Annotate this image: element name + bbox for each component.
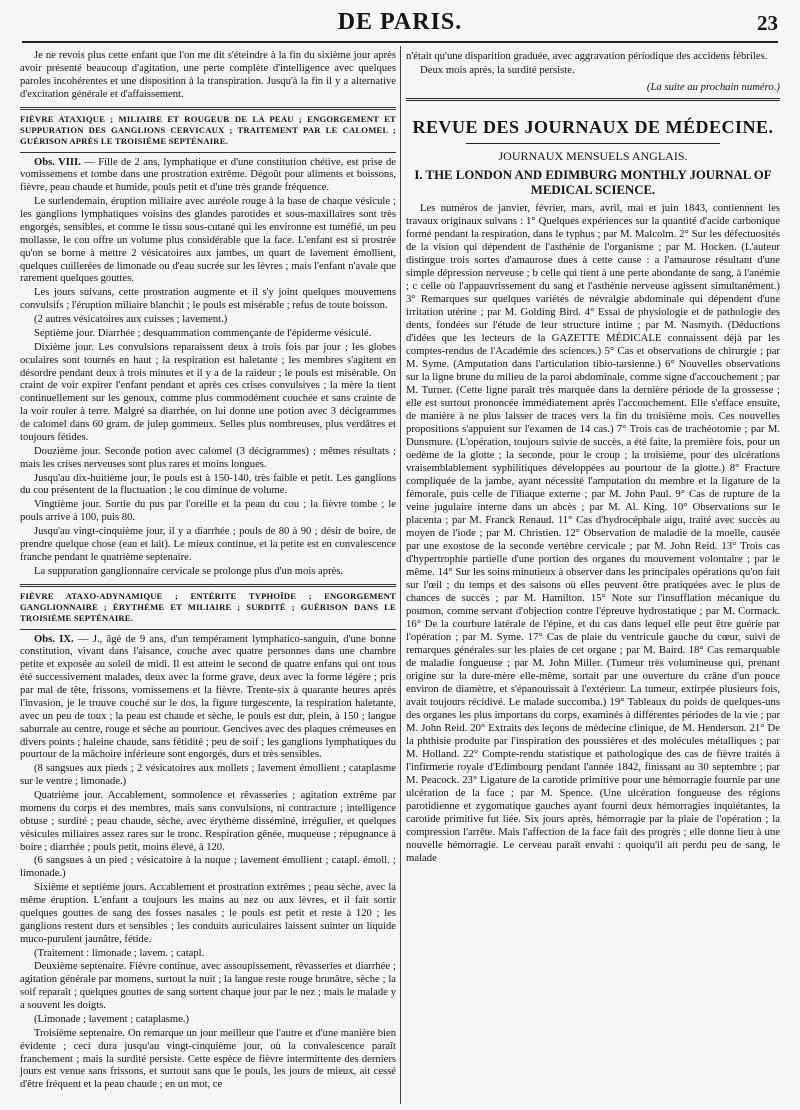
review-title: REVUE DES JOURNAUX DE MÉDECINE. bbox=[412, 117, 774, 137]
paragraph: Les jours suivans, cette prostration augmente et il s'y joint quelques mouvemens convulsifs ; l'éruption miliaire blanchit ; le pouls est misérable ; refus de toute boisson. bbox=[20, 287, 396, 312]
observation-9 bbox=[20, 634, 396, 763]
paragraph: Jusqu'au dix-huitième jour, le pouls est à 150-140, très faible et petit. Les ganglions du cou présentent de la fluctuation ; le cou diminue de volume. bbox=[20, 472, 396, 497]
paragraph: Vingtième jour. Sortie du pus par l'oreille et la peau du cou ; la fièvre tombe ; le pouls arrive à 100, puis 80. bbox=[20, 499, 396, 524]
paragraph: Sixième et septième jours. Accablement et prostration extrêmes ; peau sèche, avec la même éruption. L'enfant a toujours les mains au nez ou aux lèvres, et il fait sortir quelques gouttes de sang des fosses nasales ; le pouls est petit et reste à 120 ; les ganglions restent durs et sensibles ; les conduits auriculaires laissent suinter un liquide muco-purulent jaunâtre, fétide. bbox=[20, 882, 396, 945]
journal-title: I. THE LONDON AND EDIMBURG MONTHLY JOURNAL OF MEDICAL SCIENCE. bbox=[414, 168, 772, 197]
paragraph: Jusqu'au vingt-cinquième jour, il y a diarrhée ; pouls de 80 à 90 ; désir de boire, de prendre quelque chose (eau et lait). Le mieux continue, et la petite est en convalescence franche pendant le quatrième septenaire. bbox=[20, 526, 396, 563]
paragraph: Troisième septenaire. On remarque un jour meilleur que l'autre et d'une manière bien évidente ; ceci dura jusqu'au vingt-cinquième jour, où la convalescence paraît franchement ; mais la surdité persiste. Cette espèce de fièvre intermittente des derniers jours est venue sans frissons, et surtout sans que le pouls, les jours de mieux, ait cessé d'être fréquent et la peau chaude ; en un mot, ce bbox=[20, 1027, 396, 1091]
journals-subtitle: JOURNAUX MENSUELS ANGLAIS. bbox=[498, 149, 688, 163]
paragraph: Dixième jour. Les convulsions reparaissent deux à trois fois par jour ; les globes oculaires sont tournés en haut ; la respiration est haletante ; les membres s'agitent en désordre pendant deux à trois minutes et il y a de la raideur ; le pouls est misérable. On craint de voir expirer l'enfant pendant et après ces crises convulsives ; la mère la tient continuellement sur les genoux, comme plus commodément couchée et sans crainte de la voir rouler à terre. Malgré sa diarrhée, on lui donne une potion avec 3 décigrammes de calomel dans 60 gram. de julep gommeux. Selles plus nombreuses, plus verdâtres et toujours fétides. bbox=[20, 341, 396, 443]
paragraph: Deux mois après, la surdité persiste. bbox=[420, 64, 575, 76]
header-rule bbox=[22, 41, 778, 43]
running-title: DE PARIS. bbox=[337, 9, 463, 35]
review-section bbox=[406, 98, 780, 865]
observation-text: — J., âgé de 9 ans, d'un tempérament lymphatico-sanguin, d'une bonne constitution, vivant dans l'aisance, couche avec quatre personnes dans une chambre petite et exposée au soleil de midi. Il est atteint le second de quatre enfans qui ont tous été successivement malades, deux avec la forme grave, deux avec la forme légère ; pris par mal de tête, frissons, vomissemens et la fièvre. Trente-six à quarante heures après l'invasion, je le trouve couché sur le dos, la figure turgescente, la respiration haletante, avec un peu de toux ; la peau est chaude et sèche, le pouls est dur, plein, à 150 ; langue saburrale au centre, rouge et sèche au pourtour. Gencives avec des plaques crémeuses en divers points ; haleine chaude, sans fétidité ; peu de soif ; les ganglions lymphatiques du pourtour de la mâchoire inférieure sont engorgés, durs et très sensibles. bbox=[20, 633, 396, 761]
observation-8 bbox=[20, 157, 396, 196]
column-divider bbox=[400, 46, 401, 1104]
continued-note bbox=[406, 81, 780, 94]
continued-note-text: (La suite au prochain numéro.) bbox=[646, 81, 780, 93]
paragraph: (2 autres vésicatoires aux cuisses ; lavement.) bbox=[34, 314, 228, 325]
left-column bbox=[20, 50, 396, 1093]
observation-label: Obs. VIII. bbox=[34, 156, 81, 168]
section-rule bbox=[20, 152, 396, 153]
observation-label: Obs. IX. bbox=[34, 633, 74, 645]
intro-paragraph: Je ne revois plus cette enfant que l'on me dit s'éteindre à la fin du sixième jour après avoir présenté beaucoup d'agitation, une perte complète d'intelligence avec quelques paroles incohérentes et une disposition à la transpiration. Jusqu'à la fin il y a alternative d'excitation générale et d'affaissement. bbox=[20, 50, 396, 100]
continued-paragraph: n'était qu'une disparition graduée, avec aggravation périodique des accidens fébriles. bbox=[406, 50, 768, 62]
section-rule bbox=[20, 629, 396, 630]
page-number: 23 bbox=[757, 11, 778, 35]
paragraph: (6 sangsues à un pied ; vésicatoire à la nuque ; lavement émollient ; catapl. émoll. ; limonade.) bbox=[20, 855, 396, 880]
paragraph: (Traitement : limonade ; lavem. ; catapl. bbox=[34, 947, 205, 959]
title-rule bbox=[466, 143, 720, 144]
case-heading-1: FIÈVRE ATAXIQUE ; MILIAIRE ET ROUGEUR DE LA PEAU ; ENGORGEMENT ET SUPPURATION DES GANGLIONS CERVICAUX ; TRAITEMENT PAR LE CALOMEL ; GUÉRISON APRÈS LE TROISIÈME SEPTÉNAIRE. bbox=[20, 113, 396, 146]
paragraph: Deuxième septenaire. Fièvre continue, avec assoupissement, rêvasseries et diarrhée ; agitation générale par momens, surtout la nuit ; la langue reste rouge brunâtre, sèche ; la soif reparaît ; quelques gouttes de sang sortent chaque jour par le nez ; mais le malade y a souvent les doigts. bbox=[20, 961, 396, 1011]
paragraph: Douzième jour. Seconde potion avec calomel (3 décigrammes) ; mêmes résultats ; mais les crises nerveuses sont plus rares et moins longues. bbox=[20, 445, 396, 470]
right-column bbox=[406, 50, 780, 866]
paragraph: (8 sangsues aux pieds ; 2 vésicatoires aux mollets ; lavement émollient ; cataplasme sur le ventre ; limonade.) bbox=[20, 763, 396, 788]
journal-summary: Les numéros de janvier, février, mars, avril, mai et juin 1843, contiennent les travaux originaux suivans : 1° Quelques expériences sur la quantité d'acide carbonique formé pendant la respiration, dans le typhus ; par M. Malcolm. 2° Sur les défectuosités de la vision qui dépendent de l'asthénie de l'organisme ; par M. Hocken. (L'auteur distingue trois sortes d'amaurose dues à cette cause : a l'amaurose résultant d'une simple dépression nerveuse ; b celle qui tient à une perte abondante de sang, à l'anémie ; c celle où l'appauvrissement du sang et l'asthénie nerveuse agissent simultanément.) 3° Remarques sur quelques variétés de névralgie abdominale qui dépendent d'une irritation utérine ; par M. Golding Bird. 4° Essai de physiologie et de pathologie des dents, fondées sur l'étude de leur structure intime ; par M. Nasmyth. (Déductions d'idées que les lecteurs de la GAZETTE MÉDICALE connaissent déjà par les comptes-rendus de l'Académie des sciences.) 5° Cas et observations de chirurgie ; par M. Syme. (Amputation dans l'articulation tibio-tarsienne.) 6° Nouvelles observations sur la ligne brune du milieu de la paroi abdominale, comme signe d'accouchement ; par M. Turner. (Cette ligne paraît très marquée dans la dernière période de la grossesse ; elle est surtout prononcée immédiatement après l'accouchement. Elle s'efface ensuite, de manière à ne plus laisser de traces vers la fin du troisième mois. Ces nouvelles propositions s'appuient sur l'examen de 14 cas.) 7° Trois cas de trachéotomie ; par M. Dunsmure. (L'opération, toujours suivie de succès, a été faite, la première fois, pour un oedème de la glotte ; la seconde, pour le croup ; la troisième, pour des ulcérations vraisemblablement syphilitiques développées au pourtour de la glotte.) 8° Fracture compliquée de la jambe, ayant nécessité l'amputation du membre et la ligature de la fémorale, puis celle de l'iliaque externe ; par M. John Paul. 9° Cas de rupture de la veine jugulaire interne dans un abcès ; par M. Al. King. 10° Observations sur le placenta ; par M. Franck Renaud. 11° Cas d'hydrocéphale aigu, traité avec succès au moyen de l'iode ; par M. Christien. 12° Observation de maladie de la moelle, causée par une exostose de la seconde vertèbre cervicale ; par M. John Reid. 13° Trois cas d'hypertrophie partielle d'une portion des organes du mouvement volontaire ; par le même. 14° Sur les soins minutieux à observer dans les principales opérations qu'on fait sur l'œil ; du temps et des saisons où elles peuvent être pratiquées avec le plus de chances de succès ; par M. Hamilton. 15° Note sur l'insufflation mécanique du poumon, comme servant d'objection contre l'épreuve hydrostatique ; par M. Cormack. 16° De la courbure latérale de l'épine, et du cas dans lequel elle peut être guérie par l'opération ; par M. Syme. 17° Cas de plaie du ventricule gauche du cœur, suivi de remarques générales sur les plaies de cet organe ; par M. Baird. 18° Cas remarquable de maladie fongueuse ; par M. John Miller. (Tumeur très volumineuse qui, prenant origine sur la dure-mère elle-même, sortait par une ouverture du crâne d'un pouce environ de diamètre, et s'épanouissait à l'extérieur. La tumeur, extirpée plusieurs fois, avait toujours récidivé. Le malade succomba.) 19° Tableaux du poids de quelques-uns des organes les plus importans du corps, examinés à différentes périodes de la vie ; par M. John Reid. 20° Extraits des leçons de médecine clinique, de M. Henderson. 21° De la phthisie produite par l'inspiration des poussières et des molécules métalliques ; par M. Holland. 22° Compte-rendu statistique et pathologique des cas de fièvre traités à l'infirmerie royale d'Edimbourg pendant l'année 1842, finissant au 30 septembre ; par M. Peacock. 23° Ligature de la carotide primitive pour une hémorragie fournie par une ulcération de la face ; par M. Spence. (Une ulcération fongueuse des régions parotidienne et zygomatique gauches ayant fourni deux hémorragies inquiétantes, la carotide primitive fut liée. Six jours après, hémorragie par la plaie de l'opération ; la compression l'arrête. Mais l'affection de la face fait des progrès ; elle donne lieu à une nouvelle hémorragie. Le cerveau paraît envahi : quoiqu'il ait perdu peu de sang, le malade bbox=[406, 202, 780, 864]
case-heading-2: FIÈVRE ATAXO-ADYNAMIQUE ; ENTÉRITE TYPHOÏDE ; ENGORGEMENT GANGLIONNAIRE ; ÉRYTHÈME ET MILIAIRE ; SURDITÉ ; GUÉRISON DANS LE TROISIÈME SEPTÉNAIRE. bbox=[20, 590, 396, 623]
paragraph: Quatrième jour. Accablement, somnolence et rêvasseries ; agitation extrême par momens du corps et des membres, mais sans convulsions, ni contracture ; intelligence obtuse ; surdité ; peau chaude, sèche, avec érythème disséminé, irrégulier, et quelques vésicules miliaires assez rares sur le tronc. Respiration gênée, muqueuse ; répugnance à boire ; diarrhée ; pouls petit, moins élevé, à 120. bbox=[20, 790, 396, 853]
paragraph: Septième jour. Diarrhée ; desquammation commençante de l'épiderme vésiculé. bbox=[34, 327, 372, 339]
section-rule bbox=[20, 107, 396, 110]
page-header bbox=[0, 0, 800, 44]
paragraph: Le surlendemain, éruption miliaire avec auréole rouge à la base de chaque vésicule ; les ganglions lymphatiques voisins des glandes parotides et sous-maxillaires sont très engorgés, sensibles, et comme le tissu sous-cutané qui les environne est tuméfié, un peu mollasse, le cou offre un volume plus considérable que la face. L'enfant est si prostrée qu'on se borne à mettre 2 vésicatoires aux jambes, un quart de lavement émollient, quelques cuillerées de limonade ou d'eau sucrée sur les lèvres ; mais l'enfant n'avale que rarement quelques gouttes. bbox=[20, 196, 396, 285]
section-rule bbox=[20, 584, 396, 587]
paragraph: (Limonade ; lavement ; cataplasme.) bbox=[34, 1013, 190, 1025]
observation-text: — Fille de 2 ans, lymphatique et d'une constitution chétive, est prise de vomissemens et tombe dans une prostration extrême. Dégoût pour aliments et boissons, fièvre, peau chaude et humide, pouls petit et d'une très grande fréquence. bbox=[20, 156, 396, 194]
paragraph: La suppuration ganglionnaire cervicale se prolonge plus d'un mois après. bbox=[34, 565, 344, 577]
